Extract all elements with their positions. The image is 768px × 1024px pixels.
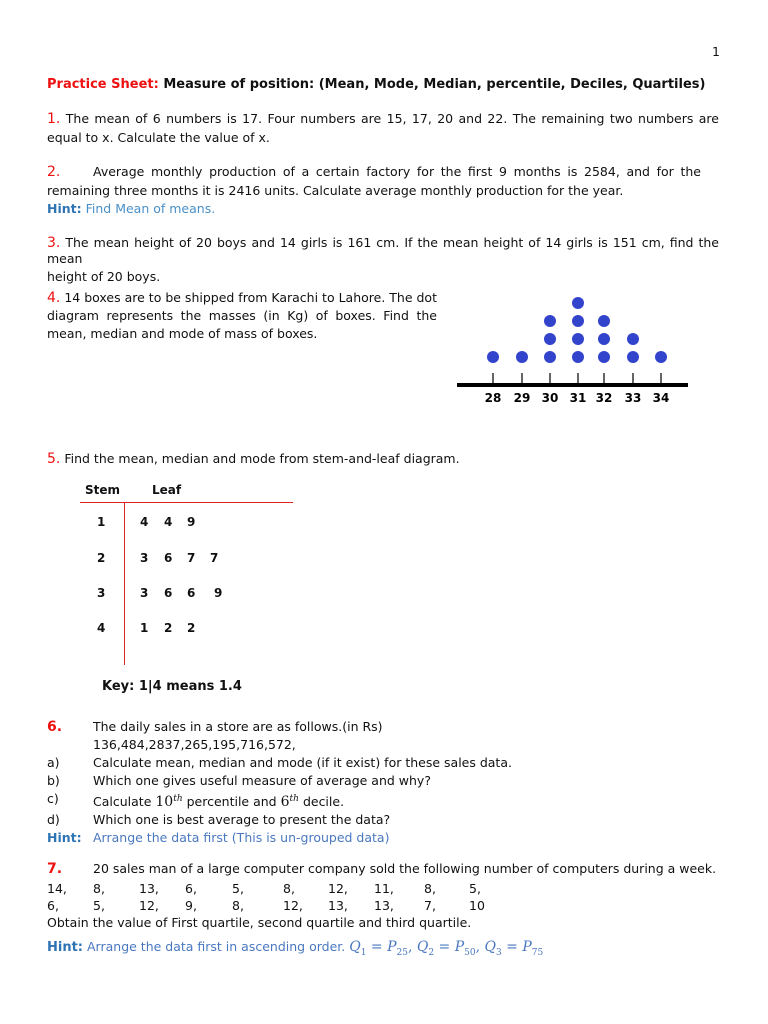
tick-label: 31 <box>569 391 587 405</box>
q6-c-sup1: th <box>173 794 183 804</box>
tick-label: 29 <box>513 391 531 405</box>
q6-c-mid: percentile and <box>186 794 277 810</box>
q5-text: Find the mean, median and mode from stem-and-leaf diagram. <box>64 451 460 466</box>
question-7 <box>47 861 737 878</box>
q6-intro: The daily sales in a store are as follows.(in Rs) <box>93 719 383 734</box>
q5-number: 5. <box>47 451 61 467</box>
data-cell: 7, <box>424 898 436 913</box>
q6-b-label: b) <box>47 773 60 788</box>
q7-intro: 20 sales man of a large computer company sold the following number of computers during a week. <box>93 861 717 876</box>
question-5 <box>47 451 460 467</box>
q7-number: 7. <box>47 861 63 877</box>
p50-symbol: P <box>454 939 465 955</box>
data-cell: 11, <box>374 881 394 896</box>
data-cell: 10 <box>469 898 485 913</box>
dot-marker <box>572 351 584 363</box>
p50-subscript: 50 <box>464 947 476 958</box>
q6-number: 6. <box>47 719 63 735</box>
data-cell: 12, <box>139 898 159 913</box>
q6-hint-label: Hint: <box>47 830 82 846</box>
leaf-value: 4 <box>164 515 173 529</box>
q6-d-label: d) <box>47 812 60 828</box>
question-3 <box>47 235 719 284</box>
data-cell: 14, <box>47 881 67 896</box>
q6-c-math1: 10 <box>155 794 174 811</box>
stem-value: 3 <box>97 586 106 600</box>
data-cell: 5, <box>93 898 105 913</box>
comma: , <box>407 939 413 955</box>
q3-line2: height of 20 boys. <box>47 269 161 284</box>
question-4 <box>47 289 437 343</box>
leaf-value: 3 <box>140 551 149 565</box>
dot-marker <box>544 333 556 345</box>
dot-marker <box>487 351 499 363</box>
tick-label: 30 <box>541 391 559 405</box>
q1-line2: equal to x. Calculate the value of x. <box>47 130 270 145</box>
q1-number: 1. <box>47 111 61 127</box>
q7-closing: Obtain the value of First quartile, second quartile and third quartile. <box>47 915 472 930</box>
data-cell: 8, <box>283 881 295 896</box>
leaf-value: 9 <box>187 515 196 529</box>
q6-a-label: a) <box>47 755 60 770</box>
data-cell: 6, <box>47 898 59 913</box>
table-row <box>47 880 509 897</box>
tick-label: 32 <box>595 391 613 405</box>
q2-number: 2. <box>47 164 61 180</box>
q2-symbol: Q <box>416 939 429 955</box>
leaf-value: 7 <box>187 551 196 565</box>
dot-marker <box>598 333 610 345</box>
question-1 <box>47 111 719 145</box>
data-cell: 8, <box>424 881 436 896</box>
leaf-value: 9 <box>214 586 223 600</box>
leaf-value: 2 <box>164 621 173 635</box>
dot-marker <box>544 315 556 327</box>
stem-header: Stem <box>85 483 121 497</box>
p75-symbol: P <box>522 939 532 955</box>
comma: , <box>475 939 481 955</box>
q1-subscript: 1 <box>360 947 367 958</box>
dot-marker <box>598 351 610 363</box>
data-cell: 12, <box>283 898 303 913</box>
q6-c-pre: Calculate <box>93 794 152 810</box>
q7-hint-text: Arrange the data first in ascending order. <box>87 939 346 954</box>
dot-plot <box>450 285 695 415</box>
q4-line3: mean, median and mode of mass of boxes. <box>47 326 318 341</box>
q6-c-label: c) <box>47 791 59 806</box>
q1-symbol: Q <box>349 939 361 955</box>
equals-sign: = <box>370 939 383 955</box>
stem-value: 1 <box>97 515 106 529</box>
p75-subscript: 75 <box>531 947 544 958</box>
data-cell: 6, <box>185 881 197 896</box>
data-cell: 13, <box>374 898 394 913</box>
leaf-value: 6 <box>164 586 173 600</box>
stem-leaf-key: Key: 1|4 means 1.4 <box>102 679 242 694</box>
dot-marker <box>544 351 556 363</box>
data-cell: 9, <box>185 898 197 913</box>
leaf-value: 4 <box>140 515 149 529</box>
q3-number: 3. <box>47 235 61 251</box>
title-label: Practice Sheet: <box>47 77 159 92</box>
q6-hint-text: Arrange the data first (This is un-grouped data) <box>93 830 390 846</box>
leaf-header: Leaf <box>152 483 182 497</box>
dot-marker <box>572 333 584 345</box>
stem-value: 2 <box>97 551 106 565</box>
leaf-value: 6 <box>164 551 173 565</box>
q3-symbol: Q <box>484 939 496 955</box>
q7-quartile-formula <box>349 939 544 958</box>
stem-leaf-header-line <box>80 502 293 503</box>
data-cell: 13, <box>328 898 348 913</box>
equals-sign: = <box>506 939 518 955</box>
q6-c-math2: 6 <box>280 794 290 811</box>
q7-hint-label: Hint: <box>47 940 84 955</box>
q4-line2: diagram represents the masses (in Kg) of boxes. Find the <box>47 308 437 323</box>
data-cell: 8, <box>232 898 244 913</box>
q2-hint-label: Hint: <box>47 201 82 216</box>
q7-data-table <box>47 880 509 914</box>
q3-subscript: 3 <box>495 947 502 958</box>
q6-c-sup2: th <box>289 794 299 804</box>
q2-line1: Average monthly production of a certain factory for the first 9 months is 2584, and for the <box>93 164 701 179</box>
title-text: Measure of position: (Mean, Mode, Median, percentile, Deciles, Quartiles) <box>163 77 706 92</box>
p25-subscript: 25 <box>396 947 408 958</box>
leaf-value: 1 <box>140 621 149 635</box>
table-row <box>47 897 509 914</box>
stem-leaf-divider <box>124 502 125 665</box>
dot-plot-ticks <box>485 373 670 405</box>
data-cell: 5, <box>232 881 244 896</box>
q3-line1: The mean height of 20 boys and 14 girls is 161 cm. If the mean height of 14 girls is 151 cm, find the mean <box>47 235 719 266</box>
p25-symbol: P <box>387 939 397 955</box>
dot-plot-dots <box>487 297 667 363</box>
q4-number: 4. <box>47 290 61 306</box>
dot-marker <box>655 351 667 363</box>
leaf-value: 7 <box>210 551 219 565</box>
page-title <box>47 77 705 92</box>
leaf-value: 3 <box>140 586 149 600</box>
stem-leaf-diagram <box>80 483 294 665</box>
dot-marker <box>572 297 584 309</box>
data-cell: 12, <box>328 881 348 896</box>
leaf-value: 6 <box>187 586 196 600</box>
stem-value: 4 <box>97 621 106 635</box>
q2-hint-text: Find Mean of means. <box>85 201 216 216</box>
page-number: 1 <box>712 44 720 59</box>
q7-hint <box>47 939 543 958</box>
q1-line1: The mean of 6 numbers is 17. Four numbers are 15, 17, 20 and 22. The remaining two numbers are <box>65 111 719 126</box>
tick-label: 34 <box>652 391 670 405</box>
q6-c-text <box>93 790 344 811</box>
data-cell: 13, <box>139 881 159 896</box>
equals-sign: = <box>438 939 451 955</box>
dot-marker <box>627 333 639 345</box>
leaf-value: 2 <box>187 621 196 635</box>
q6-data: 136,484,2837,265,195,716,572, <box>93 737 296 752</box>
q4-line1: 14 boxes are to be shipped from Karachi to Lahore. The dot <box>64 290 437 305</box>
q6-b-text: Which one gives useful measure of average and why? <box>93 773 431 788</box>
tick-label: 33 <box>624 391 642 405</box>
dot-marker <box>598 315 610 327</box>
question-2 <box>47 164 701 216</box>
q2-subscript: 2 <box>428 947 435 958</box>
q6-a-text: Calculate mean, median and mode (if it exist) for these sales data. <box>93 755 512 770</box>
dot-marker <box>572 315 584 327</box>
data-cell: 5, <box>469 881 481 896</box>
data-cell: 8, <box>93 881 105 896</box>
question-6 <box>47 718 737 847</box>
q2-line2: remaining three months it is 2416 units. Calculate average monthly production for the year. <box>47 183 624 198</box>
q6-c-post: decile. <box>302 794 345 810</box>
q6-d-text: Which one is best average to present the data? <box>93 812 391 828</box>
dot-marker <box>627 351 639 363</box>
dot-marker <box>516 351 528 363</box>
tick-label: 28 <box>484 391 502 405</box>
